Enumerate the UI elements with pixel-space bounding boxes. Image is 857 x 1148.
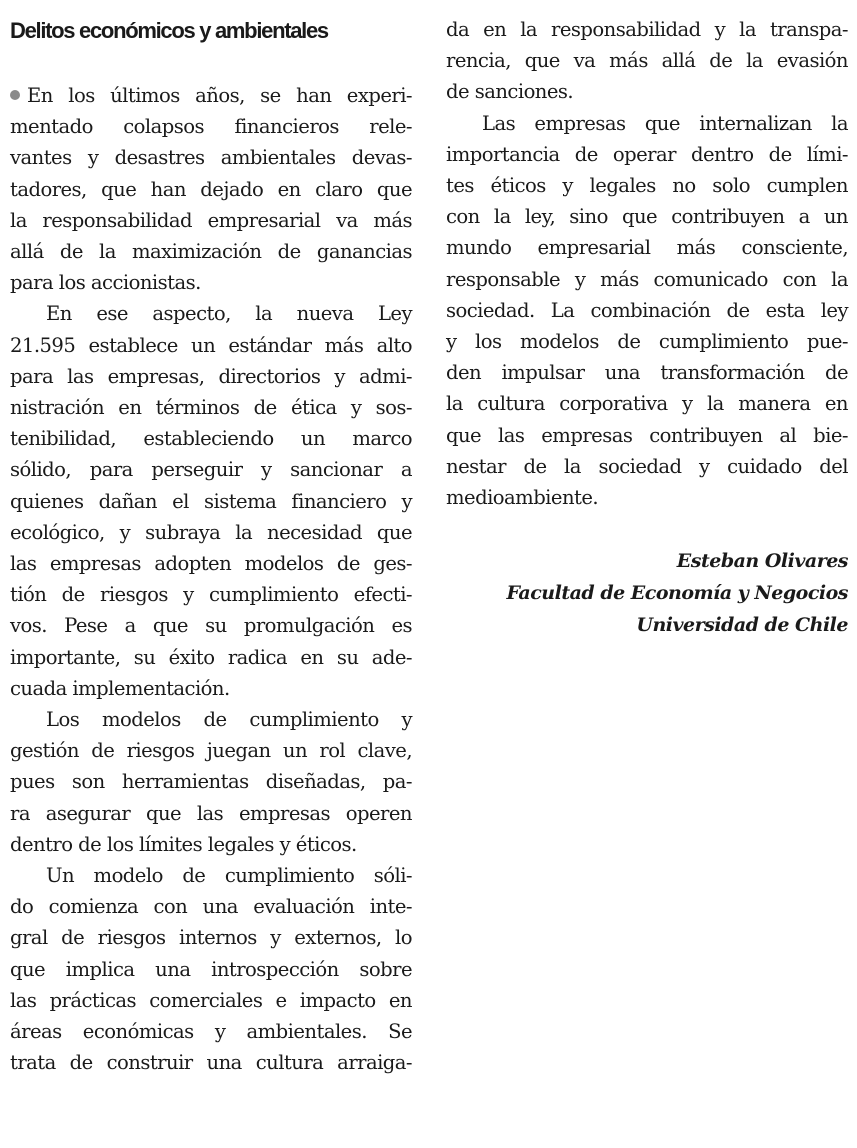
- text-line: quienes dañan el sistema financiero y: [10, 489, 412, 513]
- text-line: allá de la maximización de ganancias: [10, 240, 412, 264]
- text-line: gral de riesgos internos y externos, lo: [10, 926, 412, 950]
- text-line: que las empresas contribuyen al bie-: [446, 423, 848, 447]
- text-line: con la ley, sino que contribuyen a un: [446, 205, 848, 229]
- text-line: sociedad. La combinación de esta ley: [446, 298, 848, 322]
- text-line: importante, su éxito radica en su ade-: [10, 645, 412, 669]
- text-line: y los modelos de cumplimiento pue-: [446, 330, 848, 354]
- text-line: mentado colapsos financieros rele-: [10, 115, 412, 139]
- text-line: den impulsar una transformación de: [446, 361, 848, 385]
- text-line: áreas económicas y ambientales. Se: [10, 1020, 412, 1044]
- text-line: trata de construir una cultura arraiga-: [10, 1051, 412, 1075]
- author-university: Universidad de Chile: [636, 614, 848, 637]
- text-line: para las empresas, directorios y admi-: [10, 364, 412, 388]
- text-line: la responsabilidad empresarial va más: [10, 208, 412, 232]
- left-column: [10, 14, 412, 1079]
- right-column: [446, 14, 848, 641]
- text-line: vantes y desastres ambientales devas-: [10, 146, 412, 170]
- author-signature: [446, 545, 848, 641]
- text-line: para los accionistas.: [10, 271, 201, 295]
- text-line: las empresas adopten modelos de ges-: [10, 552, 412, 576]
- text-line: pues son herramientas diseñadas, pa-: [10, 770, 412, 794]
- text-line: vos. Pese a que su promulgación es: [10, 614, 412, 638]
- text-line: Los modelos de cumplimiento y: [46, 708, 412, 732]
- text-line: Las empresas que internalizan la: [482, 111, 848, 135]
- text-line: En los últimos años, se han experi-: [10, 80, 412, 111]
- text-line: la cultura corporativa y la manera en: [446, 392, 848, 416]
- text-line: importancia de operar dentro de lími-: [446, 142, 848, 166]
- article-body-left: [10, 80, 412, 1079]
- author-name: Esteban Olivares: [676, 550, 848, 573]
- text-line: tadores, que han dejado en claro que: [10, 177, 412, 201]
- text-line: ra asegurar que las empresas operen: [10, 801, 412, 825]
- text-line: rencia, que va más allá de la evasión: [446, 49, 848, 73]
- text-line: En ese aspecto, la nueva Ley: [46, 302, 412, 326]
- text-line: tes éticos y legales no solo cumplen: [446, 174, 848, 198]
- text-line: sólido, para perseguir y sancionar a: [10, 458, 412, 482]
- text-line: tenibilidad, estableciendo un marco: [10, 427, 412, 451]
- text-line: las prácticas comerciales e impacto en: [10, 988, 412, 1012]
- text-line: mundo empresarial más consciente,: [446, 236, 848, 260]
- text-line: de sanciones.: [446, 80, 574, 104]
- text-line: do comienza con una evaluación inte-: [10, 895, 412, 919]
- text-line: ecológico, y subraya la necesidad que: [10, 520, 412, 544]
- text-line: nistración en términos de ética y sos-: [10, 396, 412, 420]
- article-body-right: [446, 14, 848, 513]
- text-line: Un modelo de cumplimiento sóli-: [46, 864, 412, 888]
- text-line: medioambiente.: [446, 486, 599, 510]
- text-line: gestión de riesgos juegan un rol clave,: [10, 739, 412, 763]
- text-line: dentro de los límites legales y éticos.: [10, 832, 357, 856]
- text-line: nestar de la sociedad y cuidado del: [446, 454, 848, 478]
- text-line: que implica una introspección sobre: [10, 957, 412, 981]
- text-line: cuada implementación.: [10, 676, 230, 700]
- text-line: 21.595 establece un estándar más alto: [10, 333, 412, 357]
- author-faculty: Facultad de Economía y Negocios: [506, 582, 848, 605]
- bullet-icon: [10, 90, 20, 100]
- text-line: tión de riesgos y cumplimiento efecti-: [10, 583, 412, 607]
- text-line: responsable y más comunicado con la: [446, 267, 848, 291]
- article-headline: Delitos económicos y ambientales: [10, 18, 328, 43]
- text-line: da en la responsabilidad y la transpa-: [446, 18, 848, 41]
